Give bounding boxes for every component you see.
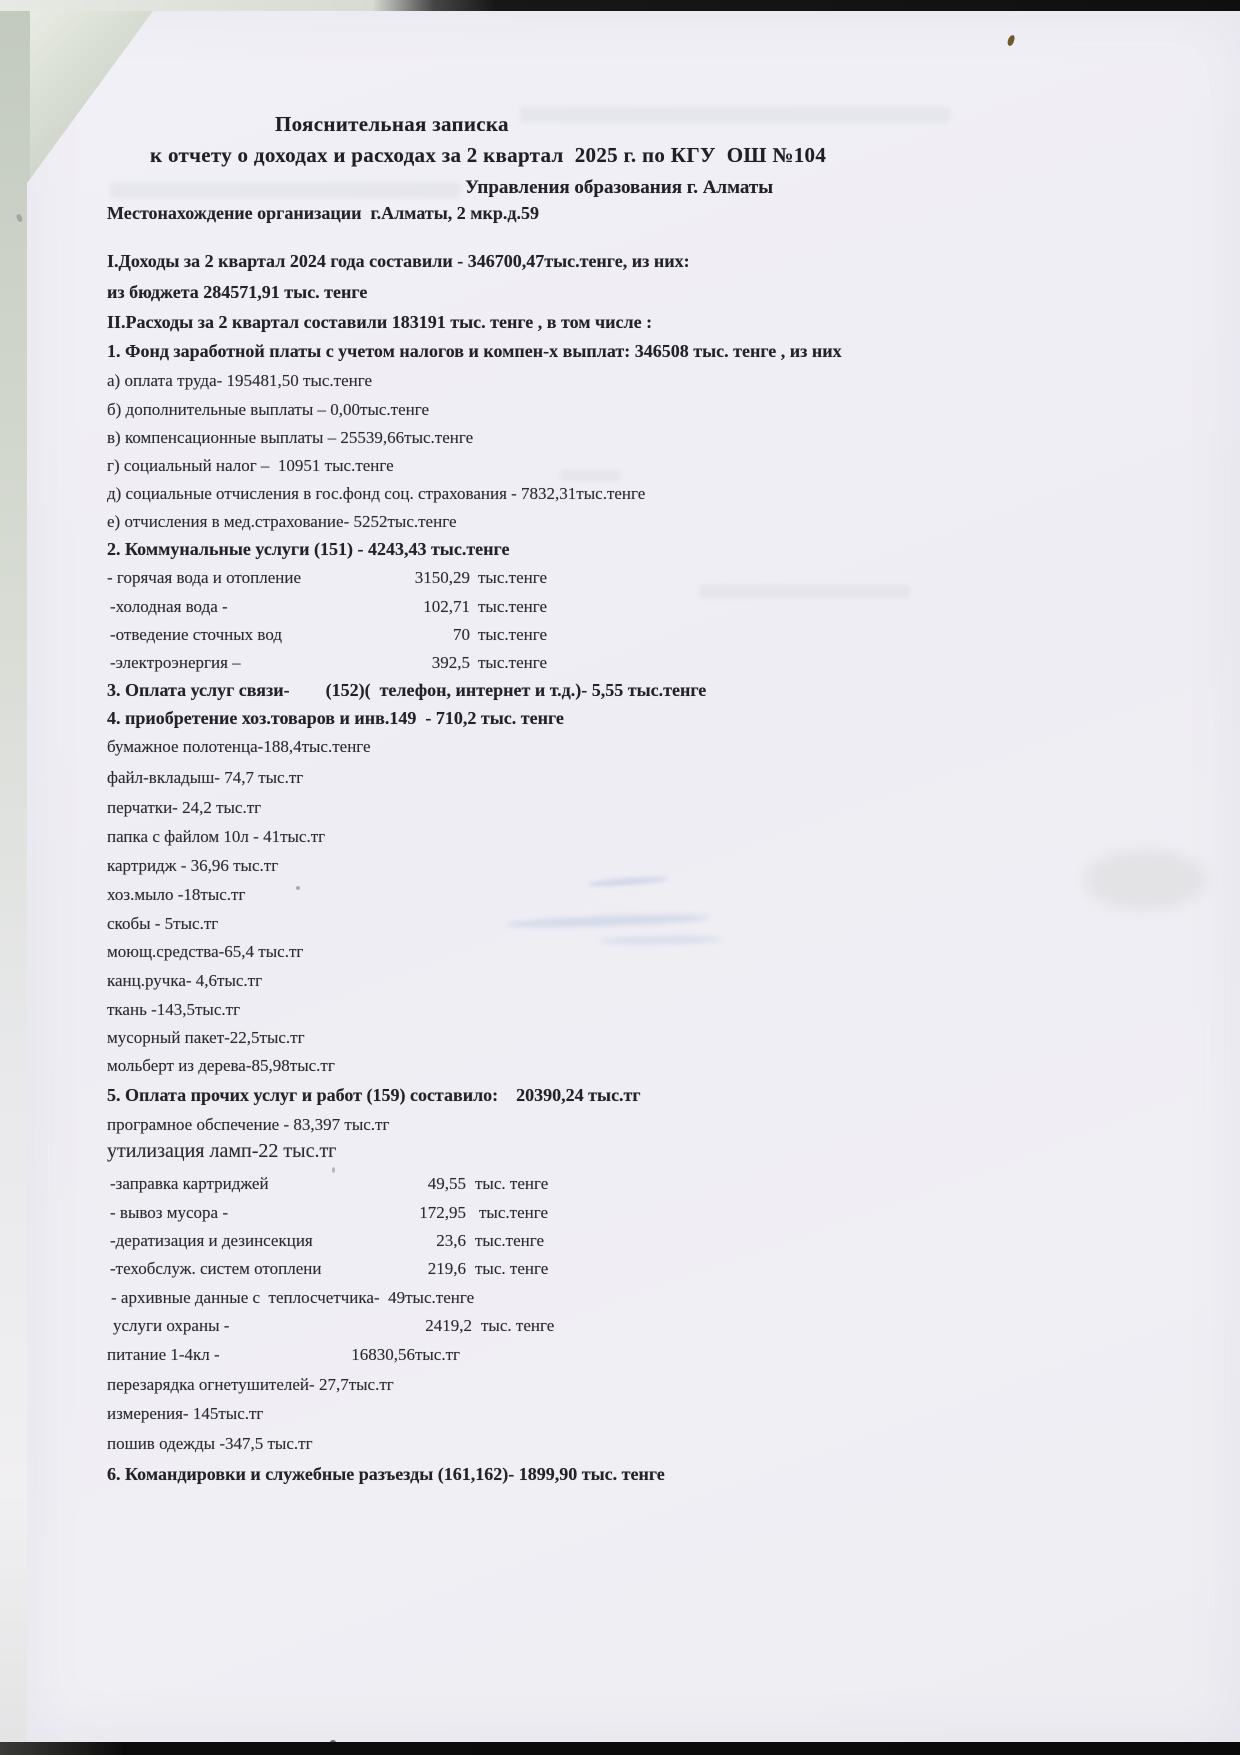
doc-line: из бюджета 284571,91 тыс. тенге (107, 282, 368, 302)
doc-row (110, 623, 1240, 647)
doc-line: 4. приобретение хоз.товаров и инв.149 - 710,2 тыс. тенге (107, 708, 564, 728)
doc-line: мусорный пакет-22,5тыс.тг (107, 1028, 305, 1047)
bleed-through-mark (520, 107, 950, 123)
row-unit: тыс.тенге (478, 568, 548, 587)
doc-line: в) компенсационные выплаты – 25539,66тыс.тенге (107, 428, 474, 447)
row-value: 102,71 (423, 597, 470, 616)
doc-line: 5. Оплата прочих услуг и работ (159) составило: 20390,24 тыс.тг (107, 1085, 641, 1105)
row-label: услуги охраны - (113, 1316, 230, 1335)
row-label: - вывоз мусора - (110, 1203, 228, 1222)
doc-line: папка с файлом 10л - 41тыс.тг (107, 827, 326, 846)
scan-smudge (1085, 850, 1205, 910)
row-unit: тыс. тенге (481, 1316, 555, 1335)
row-value: 172,95 (419, 1203, 466, 1222)
bleed-through-mark (110, 182, 460, 198)
row-unit: тыс.тенге (478, 597, 548, 616)
doc-line: моющ.средства-65,4 тыс.тг (107, 942, 304, 961)
row-label: -техобслуж. систем отоплени (110, 1259, 322, 1278)
doc-line: II.Расходы за 2 квартал составили 183191 тыс. тенге , в том числе : (107, 312, 653, 332)
doc-line: картридж - 36,96 тыс.тг (107, 856, 279, 875)
doc-line: мольберт из дерева-85,98тыс.тг (107, 1056, 335, 1075)
scanner-edge-top (0, 0, 1240, 11)
doc-line: 6. Командировки и служебные разъезды (161,162)- 1899,90 тыс. тенге (107, 1464, 665, 1484)
row-value: 23,6 (436, 1231, 466, 1250)
doc-line: бумажное полотенца-188,4тыс.тенге (107, 737, 371, 756)
doc-line: е) отчисления в мед.страхование- 5252тыс.тенге (107, 512, 457, 531)
doc-row (110, 1172, 1240, 1196)
doc-line: измерения- 145тыс.тг (107, 1404, 264, 1423)
row-value: 70 (453, 625, 470, 644)
doc-line: г) социальный налог – 10951 тыс.тенге (107, 456, 394, 475)
doc-line: пошив одежды -347,5 тыс.тг (107, 1434, 313, 1453)
row-unit: тыс. тенге (475, 1259, 549, 1278)
doc-row (107, 566, 1240, 590)
doc-line: утилизация ламп-22 тыс.тг (107, 1140, 337, 1162)
doc-line: 3. Оплата услуг связи- (152)( телефон, интернет и т.д.)- 5,55 тыс.тенге (107, 680, 707, 700)
doc-line: д) социальные отчисления в гос.фонд соц. страхования - 7832,31тыс.тенге (107, 484, 646, 503)
row-value: 16830,56тыс.тг (351, 1345, 460, 1364)
bleed-through-mark (700, 585, 910, 598)
row-value: 219,6 (427, 1259, 466, 1278)
doc-row (110, 1229, 1240, 1253)
scan-speck (332, 1167, 335, 1173)
row-value: 2419,2 (425, 1316, 472, 1335)
doc-line: канц.ручка- 4,6тыс.тг (107, 971, 263, 990)
row-label: -дератизация и дезинсекция (110, 1231, 313, 1250)
row-unit: тыс.тенге (475, 1231, 545, 1250)
doc-row (110, 1201, 1240, 1225)
row-label: -холодная вода - (110, 597, 228, 616)
row-label: - горячая вода и отопление (107, 568, 302, 587)
doc-row (110, 651, 1240, 675)
row-value: 49,55 (427, 1174, 466, 1193)
doc-line: а) оплата труда- 195481,50 тыс.тенге (107, 371, 373, 390)
doc-line: к отчету о доходах и расходах за 2 квартал 2025 г. по КГУ ОШ №104 (150, 143, 827, 167)
doc-line: файл-вкладыш- 74,7 тыс.тг (107, 768, 304, 787)
doc-line: програмное обспечение - 83,397 тыс.тг (107, 1115, 390, 1134)
doc-line: Пояснительная записка (275, 112, 509, 136)
row-label: -заправка картриджей (110, 1174, 269, 1193)
doc-line: ткань -143,5тыс.тг (107, 1000, 241, 1019)
doc-line: 1. Фонд заработной платы с учетом налогов и компен-х выплат: 346508 тыс. тенге , из них (107, 341, 842, 361)
doc-line: перезарядка огнетушителей- 27,7тыс.тг (107, 1375, 394, 1394)
row-value: 3150,29 (414, 568, 470, 587)
row-unit: тыс. тенге (475, 1174, 549, 1193)
row-label: -отведение сточных вод (110, 625, 283, 644)
scanner-edge-bottom (0, 1742, 1240, 1755)
doc-row (107, 1343, 1240, 1367)
row-unit: тыс.тенге (478, 625, 548, 644)
doc-line: скобы - 5тыс.тг (107, 914, 219, 933)
doc-row (113, 1314, 1240, 1338)
row-unit: тыс.тенге (478, 653, 548, 672)
row-unit: тыс.тенге (479, 1203, 549, 1222)
doc-line: I.Доходы за 2 квартал 2024 года составили - 346700,47тыс.тенге, из них: (107, 251, 690, 271)
doc-line: Управления образования г. Алматы (465, 177, 774, 198)
doc-row (110, 595, 1240, 619)
doc-line: перчатки- 24,2 тыс.тг (107, 798, 262, 817)
row-label: питание 1-4кл - (107, 1345, 220, 1364)
doc-line: - архивные данные с теплосчетчика- 49тыс.тенге (111, 1288, 475, 1307)
doc-line: Местонахождение организации г.Алматы, 2 мкр.д.59 (107, 203, 539, 223)
doc-line: хоз.мыло -18тыс.тг (107, 885, 246, 904)
doc-line: б) дополнительные выплаты – 0,00тыс.тенге (107, 400, 430, 419)
bleed-through-mark (560, 470, 620, 481)
doc-row (110, 1257, 1240, 1281)
row-value: 392,5 (431, 653, 470, 672)
scan-speck (296, 886, 300, 890)
doc-line: 2. Коммунальные услуги (151) - 4243,43 тыс.тенге (107, 539, 510, 559)
row-label: -электроэнергия – (110, 653, 241, 672)
